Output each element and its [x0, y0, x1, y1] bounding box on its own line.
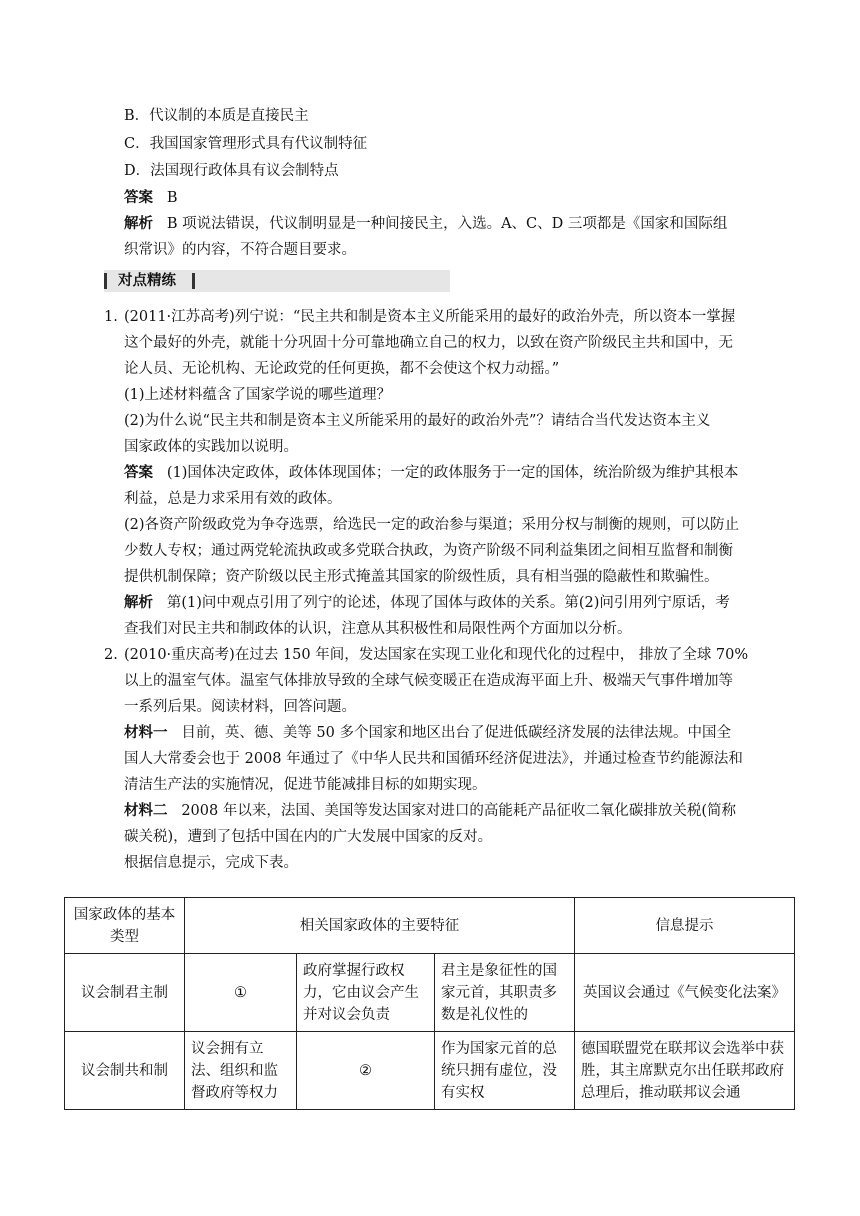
- material-two: 材料二 2008 年以来，法国、美国等发达国家对进口的高能耗产品征收二氧化碳排放关税(简称: [124, 803, 736, 819]
- sub-question: 国家政体的实践加以说明。: [124, 439, 298, 455]
- question-text: (2011·江苏高考)列宁说：“民主共和制是资本主义所能采用的最好的政治外壳，所以资本一掌握: [124, 309, 736, 325]
- option-c: C．我国国家管理形式具有代议制特征: [124, 136, 368, 152]
- explanation-line: 解析 B 项说法错误，代议制明显是一种间接民主，入选。A、C、D 三项都是《国家和国际组: [124, 216, 728, 232]
- table-row: [65, 954, 795, 1032]
- header-features: 相关国家政体的主要特征: [185, 898, 575, 954]
- explanation-label: 解析: [124, 216, 153, 232]
- polity-table: [64, 897, 795, 1110]
- answer-row: [124, 187, 177, 209]
- info-cell: 英国议会通过《气候变化法案》: [575, 954, 795, 1032]
- section-heading: [104, 270, 450, 292]
- answer-line: 提供机制保障；资产阶级以民主形式掩盖其国家的阶级性质，具有相当强的隐蔽性和欺骗性。: [124, 569, 719, 585]
- section-title: 对点精练: [118, 273, 176, 289]
- material-line: 清洁生产法的实施情况，促进节能减排目标的如期实现。: [124, 777, 487, 793]
- material-one-label: 材料一: [124, 725, 168, 741]
- question-number: 2.: [104, 647, 118, 663]
- feature-cell: 议会拥有立法、组织和监督政府等权力: [185, 1032, 297, 1110]
- sub-question: (2)为什么说“民主共和制是资本主义所能采用的最好的政治外壳”？请结合当代发达资本主义: [124, 413, 711, 429]
- table-header-row: [65, 898, 795, 954]
- question-text: 以上的温室气体。温室气体排放导致的全球气候变暖正在造成海平面上升、极端天气事件增加等: [124, 673, 733, 689]
- question-text: 论人员、无论机构、无论政党的任何更换，都不会使这个权力动摇。”: [124, 361, 560, 377]
- table-row: [65, 1032, 795, 1110]
- question-text: (2010·重庆高考)在过去 150 年间，发达国家在实现工业化和现代化的过程中， 排放了全球 70%: [124, 647, 749, 663]
- explanation-line: 查我们对民主共和制政体的认识，注意从其积极性和局限性两个方面加以分析。: [124, 621, 632, 637]
- material-line: 国人大常委会也于 2008 年通过了《中华人民共和国循环经济促进法》，并通过检查节约能源法和: [124, 751, 743, 767]
- blank-cell-2: ②: [297, 1032, 435, 1110]
- question-number: 1.: [104, 309, 118, 325]
- material-one: 材料一 目前，英、德、美等 50 多个国家和地区出台了促进低碳经济发展的法律法规。中国全: [124, 725, 731, 741]
- blank-cell-1: ①: [185, 954, 297, 1032]
- feature-cell: 政府掌握行政权力，它由议会产生并对议会负责: [297, 954, 435, 1032]
- answer-value: B: [166, 190, 178, 206]
- answer-label: 答案: [124, 190, 153, 206]
- task-prompt: 根据信息提示，完成下表。: [124, 855, 298, 871]
- option-b: B．代议制的本质是直接民主: [124, 108, 309, 124]
- material-line: 碳关税)，遭到了包括中国在内的广大发展中国家的反对。: [124, 829, 493, 845]
- feature-cell: 作为国家元首的总统只拥有虚位，没有实权: [435, 1032, 575, 1110]
- option-d: D．法国现行政体具有议会制特点: [124, 163, 339, 179]
- header-info: 信息提示: [575, 898, 795, 954]
- question-text: 这个最好的外壳，就能十分巩固十分可靠地确立自己的权力，以致在资产阶级民主共和国中，无: [124, 335, 733, 351]
- row-type: 议会制共和制: [65, 1032, 185, 1110]
- info-cell: 德国联盟党在联邦议会选举中获胜，其主席默克尔出任联邦政府总理后，推动联邦议会通: [575, 1032, 795, 1110]
- header-type: 国家政体的基本类型: [65, 898, 185, 954]
- section-bar-left: [104, 273, 107, 289]
- question-text: 一系列后果。阅读材料，回答问题。: [124, 699, 356, 715]
- answer-line: 少数人专权；通过两党轮流执政或多党联合执政，为资产阶级不同利益集团之间相互监督和制衡: [124, 543, 733, 559]
- answer-line: (2)各资产阶级政党为争夺选票，给选民一定的政治参与渠道；采用分权与制衡的规则，可以防止: [124, 517, 740, 533]
- explanation-line: 织常识》的内容，不符合题目要求。: [124, 242, 356, 258]
- material-two-label: 材料二: [124, 803, 168, 819]
- row-type: 议会制君主制: [65, 954, 185, 1032]
- feature-cell: 君主是象征性的国家元首，其职责多数是礼仪性的: [435, 954, 575, 1032]
- explanation-label: 解析: [124, 595, 153, 611]
- section-bar-right: [192, 273, 195, 289]
- answer-label: 答案: [124, 465, 153, 481]
- answer-line: 利益，总是力求采用有效的政体。: [124, 491, 342, 507]
- explanation-line: 解析 第(1)问中观点引用了列宁的论述，体现了国体与政体的关系。第(2)问引用列宁原话，考: [124, 595, 730, 611]
- sub-question: (1)上述材料蕴含了国家学说的哪些道理？: [124, 387, 392, 403]
- answer-row: 答案 (1)国体决定政体，政体体现国体；一定的政体服务于一定的国体，统治阶级为维护其根本: [124, 465, 739, 481]
